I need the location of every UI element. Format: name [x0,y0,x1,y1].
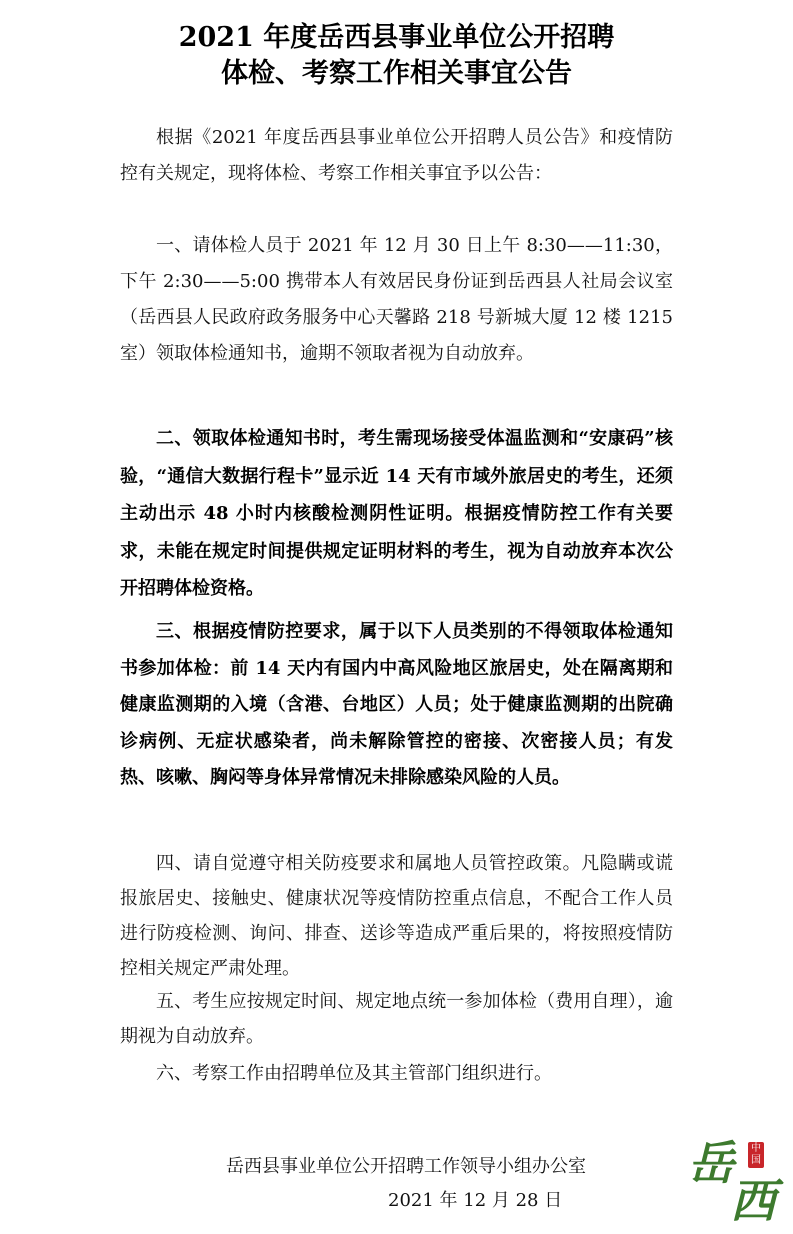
intro-paragraph: 根据《2021 年度岳西县事业单位公开招聘人员公告》和疫情防控有关规定，现将体检、考察工作相关事宜予以公告： [120,127,673,184]
item-1-paragraph: 一、请体检人员于 2021 年 12 月 30 日上午 8:30——11:30，下午 2:30——5:00 携带本人有效居民身份证到岳西县人社局会议室（岳西县人民政府政务服务中心天馨路 218 号新城大厦 12 楼 1215 室）领取体检通知书，逾期不领取者视为自动放弃。 [120,235,673,364]
item-6-paragraph: 六、考察工作由招聘单位及其主管部门组织进行。 [156,1063,552,1084]
item-4-paragraph: 四、请自觉遵守相关防疫要求和属地人员管控政策。凡隐瞒或谎报旅居史、接触史、健康状况等疫情防控重点信息，不配合工作人员进行防疫检测、询问、排查、送诊等造成严重后果的，将按照疫情防控相关规定严肃处理。 [120,853,673,979]
item-3-paragraph: 三、根据疫情防控要求，属于以下人员类别的不得领取体检通知书参加体检：前 14 天内有国内中高风险地区旅居史，处在隔离期和健康监测期的入境（含港、台地区）人员；处于健康监测期的出院确诊病例、无症状感染者，尚未解除管控的密接、次密接人员；有发热、咳嗽、胸闷等身体异常情况未排除感染风险的人员。 [120,621,673,788]
announcement-title-line2: 体检、考察工作相关事宜公告 [221,58,572,89]
issue-date: 2021 年 12 月 28 日 [388,1190,563,1211]
item-5-paragraph: 五、考生应按规定时间、规定地点统一参加体检（费用自理），逾期视为自动放弃。 [120,991,673,1047]
logo-char-yue: 岳 [688,1136,734,1190]
announcement-title-line1: 2021 年度岳西县事业单位公开招聘 [178,22,615,53]
logo-seal-text: 中国 [751,1143,761,1166]
yuexi-logo [686,1136,786,1228]
logo-seal [748,1142,764,1168]
issuer-signature: 岳西县事业单位公开招聘工作领导小组办公室 [226,1156,586,1177]
logo-char-xi: 西 [730,1174,776,1228]
item-2-paragraph: 二、领取体检通知书时，考生需现场接受体温监测和“安康码”核验，“通信大数据行程卡”显示近 14 天有市域外旅居史的考生，还须主动出示 48 小时内核酸检测阴性证明。根据疫情防控工作有关要求，未能在规定时间提供规定证明材料的考生，视为自动放弃本次公开招聘体检资格。 [120,428,673,599]
